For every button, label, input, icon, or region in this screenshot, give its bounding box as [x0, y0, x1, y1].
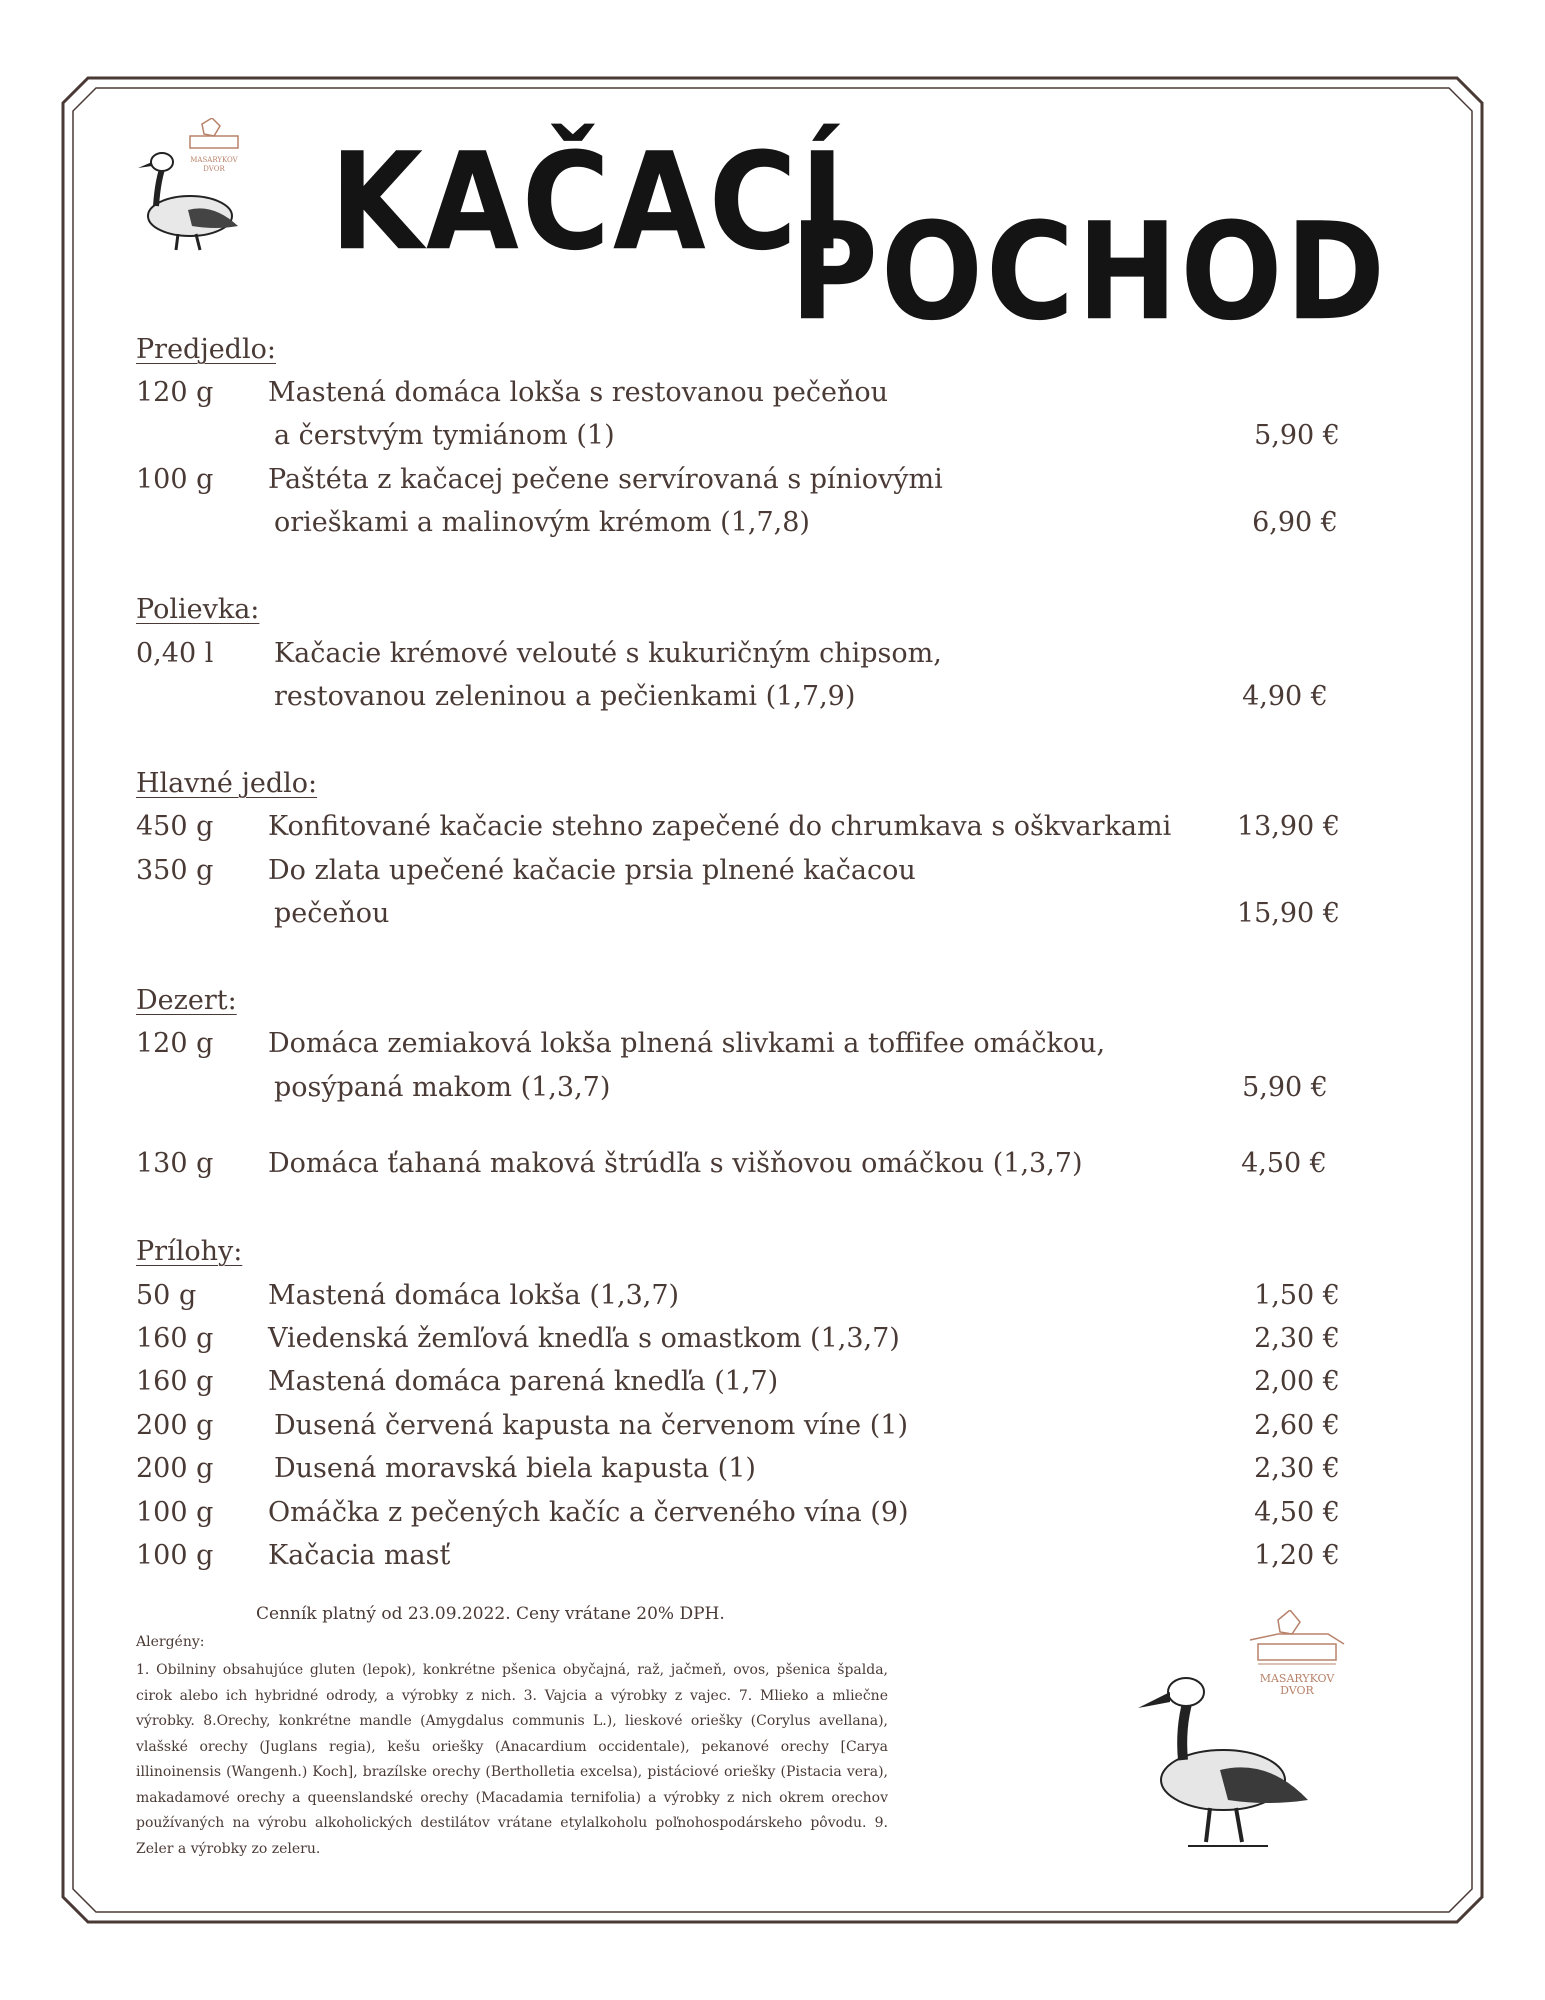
- item-description: Mastená domáca parená knedľa (1,7): [268, 1366, 779, 1397]
- section-title-predjedlo: Predjedlo:: [136, 334, 276, 365]
- item-weight: 200 g: [136, 1410, 214, 1441]
- item-price: 4,90 €: [1242, 681, 1328, 712]
- brand-name-top: MASARYKOV: [190, 156, 238, 164]
- item-weight: 120 g: [136, 1028, 214, 1059]
- price-validity-notice: Cenník platný od 23.09.2022. Ceny vrátane 20% DPH.: [256, 1604, 725, 1624]
- title-word-2: POCHOD: [790, 195, 1389, 351]
- brand-logo-top: [128, 118, 258, 263]
- allergens-text: 1. Obilniny obsahujúce gluten (lepok), konkrétne pšenica obyčajná, raž, jačmeň, ovos, pšenica špalda, cirok alebo ich hybridné odrody, a výrobky z nich. 3. Vajcia a výrobky z vajec. 7. Mlieko a mliečne výrobky. 8.Orechy, konkrétne mandle (Amygdalus communis L.), lieskové oriešky (Corylus avellana), vlašské orechy (Juglans regia), kešu oriešky (Anacardium occidentale), pekanové orechy [Carya illinoinensis (Wangenh.) Koch], brazílske orechy (Bertholletia excelsa), pistáciové oriešky (Pistacia vera), makadamové orechy a queenslandské orechy (Macadamia ternifolia) a výrobky z nich okrem orechov používaných na výrobu alkoholických destilátov vrátane etylalkoholu poľnohospodárskeho pôvodu. 9. Zeler a výrobky zo zeleru.: [136, 1662, 888, 1857]
- item-description: Paštéta z kačacej pečene servírovaná s píniovými: [268, 464, 943, 495]
- section-title-hlavne-jedlo: Hlavné jedlo:: [136, 768, 318, 799]
- item-price: 5,90 €: [1254, 420, 1340, 451]
- item-price: 6,90 €: [1252, 507, 1338, 538]
- duck-icon: [1138, 1678, 1308, 1846]
- item-weight: 100 g: [136, 1497, 214, 1528]
- item-weight: 50 g: [136, 1280, 197, 1311]
- item-weight: 120 g: [136, 377, 214, 408]
- item-description-cont: a čerstvým tymiánom (1): [274, 420, 615, 451]
- item-price: 2,30 €: [1254, 1453, 1340, 1484]
- item-weight: 100 g: [136, 464, 214, 495]
- item-description: Do zlata upečené kačacie prsia plnené kačacou: [268, 855, 916, 886]
- item-weight: 450 g: [136, 811, 214, 842]
- item-price: 2,30 €: [1254, 1323, 1340, 1354]
- item-weight: 350 g: [136, 855, 214, 886]
- item-description: Dusená červená kapusta na červenom víne (1): [274, 1410, 908, 1441]
- item-price: 15,90 €: [1236, 898, 1340, 929]
- allergens-title: Alergény:: [136, 1634, 205, 1650]
- brand-name-bottom: DVOR: [1280, 1684, 1314, 1697]
- item-description-cont: orieškami a malinovým krémom (1,7,8): [274, 507, 810, 538]
- item-price: 13,90 €: [1236, 811, 1340, 842]
- brand-name-top: MASARYKOV: [1259, 1672, 1335, 1685]
- item-weight: 160 g: [136, 1366, 214, 1397]
- item-description: Mastená domáca lokša (1,3,7): [268, 1280, 680, 1311]
- item-description: Mastená domáca lokša s restovanou pečeňou: [268, 377, 888, 408]
- item-weight: 100 g: [136, 1540, 214, 1571]
- item-description: Kačacie krémové velouté s kukuričným chipsom,: [274, 638, 942, 669]
- item-description-cont: posýpaná makom (1,3,7): [274, 1072, 611, 1103]
- section-title-polievka: Polievka:: [136, 594, 260, 625]
- item-weight: 160 g: [136, 1323, 214, 1354]
- item-description: Domáca zemiaková lokša plnená slivkami a toffifee omáčkou,: [268, 1028, 1106, 1059]
- section-title-dezert: Dezert:: [136, 985, 237, 1016]
- item-price: 5,90 €: [1242, 1072, 1328, 1103]
- item-price: 1,20 €: [1254, 1540, 1340, 1571]
- item-price: 4,50 €: [1254, 1497, 1340, 1528]
- brand-logo-bottom: [1128, 1610, 1368, 1870]
- item-price: 2,60 €: [1254, 1410, 1340, 1441]
- item-description: Omáčka z pečených kačíc a červeného vína (9): [268, 1497, 909, 1528]
- item-description: Domáca ťahaná maková štrúdľa s višňovou omáčkou (1,3,7): [268, 1148, 1083, 1179]
- item-description: Kačacia masť: [268, 1540, 451, 1571]
- item-weight: 0,40 l: [136, 638, 214, 669]
- brand-name-bottom: DVOR: [203, 165, 225, 173]
- title-word-1: KAČACÍ: [330, 125, 848, 281]
- item-price: 2,00 €: [1254, 1366, 1340, 1397]
- item-weight: 200 g: [136, 1453, 214, 1484]
- item-description: Viedenská žemľová knedľa s omastkom (1,3,7): [268, 1323, 900, 1354]
- item-price: 1,50 €: [1254, 1280, 1340, 1311]
- item-weight: 130 g: [136, 1148, 214, 1179]
- item-price: 4,50 €: [1241, 1148, 1327, 1179]
- item-description-cont: pečeňou: [274, 898, 390, 929]
- item-description: Dusená moravská biela kapusta (1): [274, 1453, 756, 1484]
- item-description: Konfitované kačacie stehno zapečené do chrumkava s oškvarkami: [268, 811, 1172, 842]
- section-title-prilohy: Prílohy:: [136, 1236, 243, 1267]
- item-description-cont: restovanou zeleninou a pečienkami (1,7,9): [274, 681, 856, 712]
